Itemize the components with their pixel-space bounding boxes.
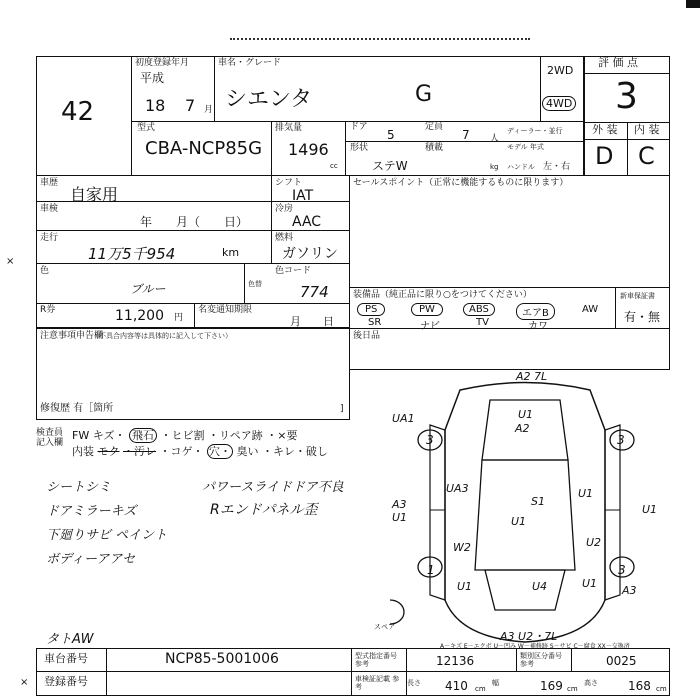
interior-score: C: [638, 142, 655, 170]
deadline: 月 日: [290, 315, 334, 328]
insp-burn: ・コゲ・: [159, 445, 204, 458]
note-seat-stain: シートシミ: [46, 480, 112, 495]
diag-u1-right-door: U1: [578, 487, 594, 500]
divider: [540, 56, 541, 122]
note-rear-panel: Rエンドパネル歪: [210, 502, 318, 518]
kg-unit: kg: [490, 163, 499, 171]
notes-sub: （不具合内容等は具体的に記入して下さい）: [92, 332, 232, 340]
divider: [36, 263, 350, 264]
history-label: 車歴: [40, 178, 59, 188]
insp-interior: 内装: [72, 445, 94, 458]
height-cm: cm: [656, 685, 667, 693]
shaken: 年 月（ 日）: [140, 215, 249, 229]
insp-replace: ・×要: [266, 429, 298, 442]
repair-close: ]: [340, 404, 344, 414]
displacement-label: 排気量: [275, 123, 303, 133]
diag-3-lower: 3: [618, 563, 626, 577]
divider: [627, 122, 628, 176]
shift: IAT: [292, 188, 314, 204]
mileage-label: 走行: [40, 233, 59, 243]
displacement: 1496: [288, 140, 329, 159]
grade: G: [415, 82, 433, 107]
r-ticket-label: R券: [40, 305, 56, 315]
notes-label: 注意事項申告欄: [40, 331, 104, 341]
model-year-label: モデル 年式: [507, 143, 544, 151]
reg-no-label: 登録番号: [44, 675, 88, 688]
divider: [571, 648, 572, 672]
divider: [106, 648, 107, 696]
divider: [345, 141, 584, 142]
color-change-label: 色替: [248, 280, 262, 288]
car-rear-window: [485, 570, 565, 610]
shape-label: 形状: [350, 143, 369, 153]
reg-month-unit: 月: [204, 105, 214, 115]
divider: [271, 175, 272, 263]
diag-u2: U2: [586, 536, 602, 549]
color-label: 色: [40, 266, 50, 276]
shift-label: シフト: [275, 178, 303, 188]
header-row-box: [131, 56, 584, 122]
width-label: 幅: [492, 679, 499, 687]
sales-points-box: [349, 175, 670, 288]
score-value: 3: [615, 76, 638, 117]
diag-ua3: UA3: [446, 482, 469, 495]
diag-u1-lower: U1: [457, 580, 473, 593]
aircon: AAC: [292, 214, 322, 230]
load-label: 積載: [425, 143, 444, 153]
equipment-label: 装備品（純正品に限り○をつけてください）: [353, 290, 532, 300]
diag-bottom: A3 U2・7L: [500, 630, 558, 643]
equip-airbag: エアB: [516, 303, 555, 320]
insp-moku: モク: [97, 445, 120, 458]
insp-repair: ・リペア跡: [208, 429, 263, 442]
after-day-box: [349, 328, 670, 370]
capacity: 7: [462, 128, 470, 142]
insp-fw: FW: [72, 429, 90, 442]
insp-crack: ・ヒビ割: [160, 429, 205, 442]
r-ticket: 11,200: [115, 308, 164, 324]
color-code: 774: [300, 283, 329, 301]
divider: [351, 648, 352, 696]
diag-spare: スペア: [374, 623, 395, 631]
diag-w2: W2: [453, 541, 471, 554]
legend: A－キズ E－エクボ U－凹み W－補修跡 S－サビ C－腐食 XX－交換済: [440, 643, 630, 650]
divider: [244, 263, 245, 303]
exterior-score: D: [595, 142, 614, 170]
exterior-label: 外 装: [592, 123, 618, 136]
spare-tire: [390, 600, 404, 624]
warranty-label: 新車保証書: [620, 292, 655, 300]
diag-top: A2 7L: [516, 370, 548, 383]
mileage: 11万5千954: [88, 245, 176, 263]
lot-number: 42: [61, 97, 95, 127]
divider: [214, 56, 215, 122]
divider: [406, 648, 407, 696]
car-name-grade-label: 車名・グレード: [218, 58, 282, 68]
divider: [584, 139, 670, 140]
after-day-label: 後日品: [353, 331, 381, 341]
reg-month: 7: [185, 96, 196, 115]
yen-unit: 円: [174, 313, 184, 323]
width: 169: [540, 679, 563, 693]
equip-ps: PS: [357, 303, 385, 316]
divider: [36, 303, 350, 304]
color: ブルー: [130, 282, 166, 296]
chassis-no-label: 車台番号: [44, 652, 88, 665]
insp-dirty: ・汚レ: [123, 445, 156, 458]
diag-a2-roof: A2: [515, 422, 530, 435]
cross-mark-2: ×: [20, 677, 29, 688]
color-code-label: 色コード: [275, 266, 312, 276]
aircon-label: 冷房: [275, 204, 294, 214]
doors: 5: [387, 128, 395, 142]
diag-u4: U4: [532, 580, 548, 593]
category-no: 0025: [606, 654, 637, 668]
divider: [615, 287, 616, 329]
interior-label: 内 装: [634, 123, 660, 136]
category-no-label: 類別区分番号 参考: [520, 652, 562, 668]
note-body-fade: ボディーアアセ: [46, 552, 136, 567]
diag-a3-right: A3: [622, 584, 637, 597]
equip-abs: ABS: [463, 303, 495, 316]
note-rust: 下廻りサビ ペイント: [46, 528, 168, 543]
cross-mark: ×: [6, 256, 15, 267]
reg-year: 18: [145, 96, 166, 115]
height-label: 高さ: [584, 679, 598, 687]
history: 自家用: [70, 185, 119, 204]
repair-label: 修復歴 有［箇所: [40, 403, 114, 414]
insp-scratch: キズ・: [92, 429, 126, 442]
equip-tv: TV: [476, 317, 489, 328]
diag-3-right: 3: [617, 433, 625, 447]
inspector-row2: [72, 443, 328, 459]
equip-pw: PW: [411, 303, 443, 316]
corner-mark: [686, 0, 700, 8]
door-label: ドア: [350, 122, 368, 132]
diag-3-left: 3: [426, 433, 434, 447]
divider: [36, 230, 350, 231]
warranty: 有・無: [624, 310, 661, 324]
divider: [584, 73, 670, 74]
type-designation: 12136: [436, 654, 475, 668]
car-name: シエンタ: [225, 87, 313, 112]
diag-u1-roof: U1: [518, 408, 534, 421]
header-title-fragment: [230, 38, 530, 46]
lot-box: [36, 56, 132, 176]
divider: [271, 121, 272, 176]
inspector-row1: [72, 427, 298, 443]
height: 168: [628, 679, 651, 693]
equip-sr: SR: [368, 317, 382, 328]
insp-smell: 臭い: [236, 445, 259, 458]
diag-a3-u1: A3 U1: [392, 498, 408, 524]
score-label: 評 価 点: [598, 56, 638, 69]
equip-aw: AW: [582, 304, 599, 315]
diag-ua1: UA1: [392, 412, 415, 425]
inspector-label: 検査員 記入欄: [36, 428, 64, 448]
equip-navi: ナビ: [420, 321, 440, 332]
divider: [516, 648, 517, 672]
diag-u1-rear: U1: [582, 577, 598, 590]
deadline-label: 名変通知期限: [198, 305, 253, 315]
note-other-aw: タトAW: [46, 632, 94, 647]
dealer-import-label: ディーラー・並行: [507, 127, 563, 135]
capacity-label: 定員: [425, 122, 444, 132]
model-code: CBA-NCP85G: [145, 138, 263, 159]
fuel-label: 燃料: [275, 233, 294, 243]
person-unit: 人: [490, 134, 500, 144]
cc-unit: cc: [330, 162, 338, 170]
fuel: ガソリン: [282, 246, 338, 262]
km-unit: km: [222, 246, 240, 259]
diag-u1-center: U1: [511, 515, 527, 528]
divider: [194, 303, 195, 328]
handle-label: ハンドル: [507, 163, 535, 171]
chassis-no: NCP85-5001006: [165, 651, 279, 667]
four-wd-label: 4WD: [542, 96, 576, 111]
type-designation-label: 型式指定番号 参考: [355, 652, 397, 668]
model-code-label: 型式: [137, 123, 156, 133]
length-label: 長さ: [407, 679, 421, 687]
divider: [36, 671, 670, 672]
diag-s1: S1: [531, 495, 545, 508]
shaken-label: 車検: [40, 204, 59, 214]
diag-u1-far-right: U1: [642, 503, 658, 516]
handle-options: 左・右: [543, 162, 571, 172]
length-cm: cm: [475, 685, 486, 693]
length: 410: [445, 679, 468, 693]
cert-size-label: 車検証記載 参考: [355, 675, 400, 691]
width-cm: cm: [567, 685, 578, 693]
shape: ステW: [372, 159, 408, 173]
first-reg-label: 初度登録年月: [135, 58, 190, 68]
insp-hole: 穴・: [209, 445, 231, 458]
insp-tear: ・キレ・破し: [262, 445, 328, 458]
insp-chip: 飛石: [129, 428, 157, 443]
diag-1: 1: [427, 563, 435, 577]
two-wd-label: 2WD: [547, 64, 574, 77]
equip-leather: カワ: [528, 321, 548, 332]
note-mirror-scratch: ドアミラーキズ: [46, 504, 137, 519]
heisei-label: 平成: [140, 71, 165, 85]
note-power-slide: パワースライドドア不良: [202, 480, 344, 495]
sales-points-label: セールスポイント（正常に機能するものに限ります）: [353, 178, 569, 188]
divider: [345, 121, 346, 176]
